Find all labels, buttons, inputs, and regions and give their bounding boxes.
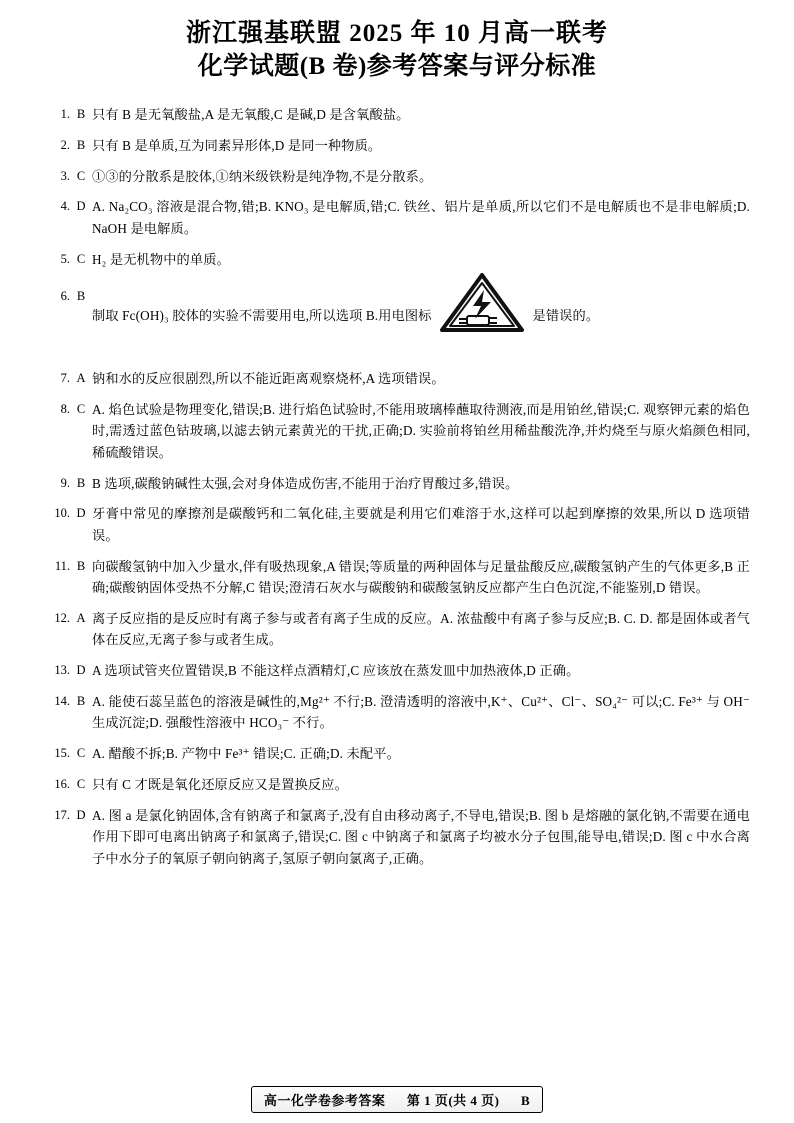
answer-letter: D: [76, 506, 86, 521]
answer-explanation: A. 能使石蕊呈蓝色的溶液是碱性的,Mg²⁺ 不行;B. 澄清透明的溶液中,K⁺、Cu²⁺、Cl⁻、SO₄²⁻ 可以;C. Fe³⁺ 与 OH⁻ 生成沉淀;D. 强酸性溶液中 HCO₃⁻ 不行。: [92, 694, 750, 731]
answer-letter: A: [76, 610, 86, 625]
page-footer: [0, 1086, 794, 1113]
footer-page-number: 第 1 页(共 4 页): [406, 1092, 500, 1108]
answer-number: 11.: [54, 558, 70, 573]
answer-explanation: H₂ 是无机物中的单质。: [92, 251, 230, 267]
answer-number: 3.: [60, 168, 70, 183]
answer-letter: B: [76, 137, 86, 152]
electricity-hazard-icon: [439, 272, 525, 334]
answer-item: [44, 166, 750, 187]
answer-letter: D: [76, 663, 86, 678]
answer-letter: C: [76, 251, 86, 266]
answer-item: [44, 805, 750, 869]
answer-explanation: 只有 B 是单质,互为同素异形体,D 是同一种物质。: [92, 137, 382, 153]
answer-explanation: 只有 C 才既是氧化还原反应又是置换反应。: [92, 777, 348, 793]
answer-letter: B: [76, 558, 86, 573]
footer-volume: B: [521, 1092, 531, 1108]
answer-item: [44, 503, 750, 546]
answer-number: 4.: [60, 199, 70, 214]
answer-item: [44, 286, 750, 348]
answer-explanation: B 选项,碳酸钠碱性太强,会对身体造成伤害,不能用于治疗胃酸过多,错误。: [92, 475, 519, 491]
answer-explanation: A. 醋酸不拆;B. 产物中 Fe³⁺ 错误;C. 正确;D. 未配平。: [92, 746, 400, 762]
answer-explanation: 只有 B 是无氧酸盐,A 是无氧酸,C 是碱,D 是含氧酸盐。: [92, 106, 410, 122]
answer-explanation: 钠和水的反应很剧烈,所以不能近距离观察烧杯,A 选项错误。: [92, 371, 445, 386]
answer-item: [44, 135, 750, 156]
answer-number: 9.: [60, 475, 70, 490]
answer-number: 15.: [54, 746, 70, 761]
answer-item: [44, 660, 750, 681]
answer-explanation: 离子反应指的是反应时有离子参与或者有离子生成的反应。A. 浓盐酸中有离子参与反应;B. C. D. 都是固体或者气体在反应,无离子参与或者生成。: [92, 610, 750, 648]
answer-number: 10.: [54, 506, 70, 521]
answer-number: 12.: [54, 610, 70, 625]
answer-explanation: 向碳酸氢钠中加入少量水,伴有吸热现象,A 错误;等质量的两种固体与足量盐酸反应,碳酸氢钠产生的气体更多,B 正确;碳酸钠固体受热不分解,C 错误;澄清石灰水与碳酸钠和碳酸氢钠反应都产生白色沉淀,不能鉴别,D 错误。: [92, 558, 750, 595]
answer-number: 17.: [54, 808, 70, 822]
answer-item: [44, 104, 750, 125]
answer-item: [44, 774, 750, 795]
answer-item: [44, 249, 750, 270]
answer-explanation: A. Na₂CO₃ 溶液是混合物,错;B. KNO₃ 是电解质,错;C. 铁丝、铝片是单质,所以它们不是电解质也不是非电解质;D. NaOH 是电解质。: [92, 199, 750, 236]
answer-explanation: 牙膏中常见的摩擦剂是碳酸钙和二氧化硅,主要就是利用它们难溶于水,这样可以起到摩擦的效果,所以 D 选项错误。: [92, 506, 750, 543]
answer-letter: D: [76, 808, 86, 822]
answer-number: 14.: [54, 694, 70, 708]
answer-number: 1.: [60, 106, 70, 121]
footer-label: 高一化学卷参考答案: [263, 1092, 386, 1108]
answer-number: 7.: [60, 371, 70, 385]
answer-item: [44, 196, 750, 239]
answer-letter: B: [76, 694, 86, 708]
answer-item: [44, 556, 750, 599]
answer-item: [44, 743, 750, 764]
answer-item: [44, 691, 750, 734]
answer-explanation: [92, 286, 750, 348]
answer-explanation: ①③的分散系是胶体,①纳米级铁粉是纯净物,不是分散系。: [92, 168, 433, 184]
answer-explanation: A. 焰色试验是物理变化,错误;B. 进行焰色试验时,不能用玻璃棒蘸取待测液,而是用铂丝,错误;C. 观察钾元素的焰色时,需透过蓝色钴玻璃,以滤去钠元素黄光的干扰,正确;D. 实验前将铂丝用稀盐酸洗净,并灼烧至与原火焰颜色相同,稀硫酸错误。: [92, 401, 750, 460]
answer-letter: C: [76, 168, 86, 183]
answer-item: [44, 368, 750, 389]
answer-explanation: A. 图 a 是氯化钠固体,含有钠离子和氯离子,没有自由移动离子,不导电,错误;B. 图 b 是熔融的氯化钠,不需要在通电作用下即可电离出钠离子和氯离子,错误;C. 图 c 中钠离子和氯离子均被水分子包围,能导电,错误;D. 图 c 中水合离子中水分子的氧原子朝向钠离子,氢原子朝向氯离子,正确。: [92, 808, 750, 866]
answer-letter: D: [76, 199, 86, 214]
answer-letter: C: [76, 401, 86, 416]
answer-number: 8.: [60, 401, 70, 416]
answer-item: [44, 399, 750, 463]
page-title-line1: 浙江强基联盟 2025 年 10 月高一联考: [185, 20, 608, 47]
answer-letter: B: [76, 289, 86, 303]
answer-letter: A: [76, 371, 86, 385]
answer-item: [44, 473, 750, 494]
answer-number: 16.: [54, 777, 70, 792]
answer-text-after-icon: 是错误的。: [532, 308, 600, 324]
answer-letter: B: [76, 475, 86, 490]
answer-item: [44, 608, 750, 651]
answer-number: 2.: [60, 137, 70, 152]
answer-letter: C: [76, 777, 86, 792]
answer-letter: C: [76, 746, 86, 761]
answer-text-before-icon: 制取 Fc(OH)₃ 胶体的实验不需要用电,所以选项 B.用电图标: [92, 308, 432, 324]
answer-letter: B: [76, 106, 86, 121]
answers-list: [44, 104, 750, 869]
answer-number: 5.: [60, 251, 70, 266]
footer-box: [251, 1086, 543, 1113]
answer-explanation: A 选项试管夹位置错误,B 不能这样点酒精灯,C 应该放在蒸发皿中加热液体,D 正确。: [92, 663, 580, 679]
answer-number: 13.: [54, 663, 70, 678]
page-title-line2: 化学试题(B 卷)参考答案与评分标准: [197, 53, 597, 81]
answer-number: 6.: [60, 289, 70, 303]
